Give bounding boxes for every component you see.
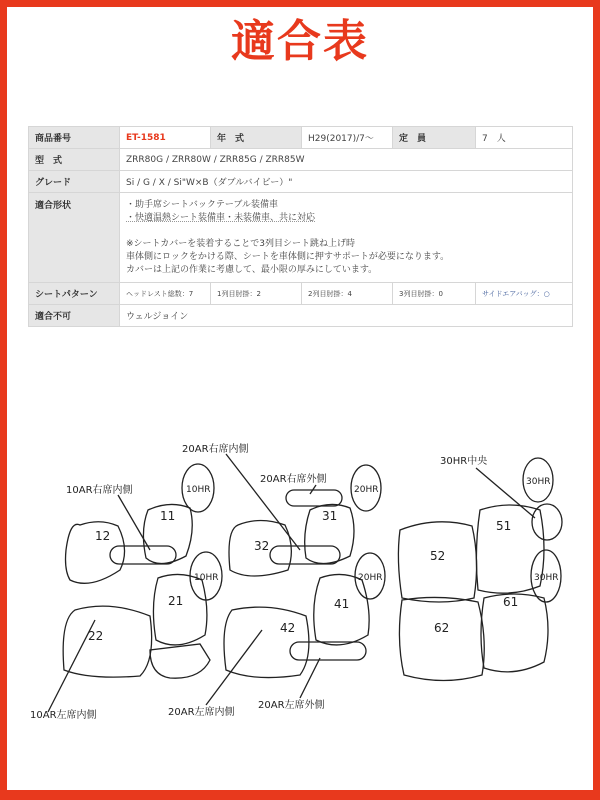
product-number-label: 商品番号	[29, 127, 120, 149]
part-12: 12	[95, 529, 111, 543]
row2-armrest: 2列目肘掛：4	[302, 283, 393, 305]
incompatible-value: ウェルジョイン	[120, 305, 573, 327]
shape-line-1: ・助手席シートバックテーブル装備車	[126, 199, 279, 210]
headrest-20hr-mid: 20HR	[358, 573, 383, 583]
headrest-30hr-top: 30HR	[526, 477, 551, 487]
part-42: 42	[280, 621, 296, 635]
side-airbag: サイドエアバッグ：○	[476, 283, 573, 305]
part-22: 22	[88, 629, 104, 643]
callout-20ar-right-inner: 20AR右席内側	[182, 444, 249, 455]
grade-label: グレード	[29, 171, 120, 193]
callout-30hr-center: 30HR中央	[440, 456, 488, 467]
model-value: ZRR80G / ZRR80W / ZRR85G / ZRR85W	[120, 149, 573, 171]
headrest-10hr-top: 10HR	[186, 485, 211, 495]
headrest-30hr-bottom: 30HR	[534, 573, 559, 583]
shape-line-4: ※シートカバーを装着することで3列目シート跳ね上げ時	[126, 238, 355, 249]
table-row-incompatible	[29, 305, 573, 327]
part-11: 11	[160, 509, 176, 523]
pattern-label: シートパターン	[29, 283, 120, 305]
table-row-product	[29, 127, 573, 149]
callout-20ar-right-outer: 20AR右席外側	[260, 474, 327, 485]
year-value: H29(2017)/7〜	[302, 127, 393, 149]
seat-diagram	[0, 430, 600, 730]
table-row-shape	[29, 193, 573, 283]
product-number-value: ET-1581	[120, 127, 211, 149]
table-row-pattern	[29, 283, 573, 305]
capacity-value: 7 人	[476, 127, 573, 149]
page-title: 適合表	[231, 16, 369, 67]
shape-line-6: カバーは上記の作業に考慮して、最小限の厚みにしています。	[126, 264, 378, 275]
year-label: 年 式	[211, 127, 302, 149]
row1-armrest: 1列目肘掛：2	[211, 283, 302, 305]
shape-value	[120, 193, 573, 283]
callout-10ar-left-inner: 10AR左席内側	[30, 710, 97, 721]
part-52: 52	[430, 549, 446, 563]
part-21: 21	[168, 594, 184, 608]
shape-line-2: ・快適温熱シート装備車・未装備車、共に対応	[126, 212, 316, 223]
callout-20ar-left-inner: 20AR左席内側	[168, 707, 235, 718]
table-row-model	[29, 149, 573, 171]
headrest-20hr-top: 20HR	[354, 485, 379, 495]
headrest-count: ヘッドレスト総数：7	[120, 283, 211, 305]
grade-value: Si / G / X / Si"W×B（ダブルバイビー）"	[120, 171, 573, 193]
shape-line-3	[126, 225, 566, 238]
part-41: 41	[334, 597, 350, 611]
headrest-10hr-mid: 10HR	[194, 573, 219, 583]
part-62: 62	[434, 621, 450, 635]
shape-line-5: 車体側にロックをかける際、シートを車体側に押すサポートが必要になります。	[126, 251, 450, 262]
row3-armrest: 3列目肘掛：0	[393, 283, 476, 305]
model-label: 型 式	[29, 149, 120, 171]
callout-20ar-left-outer: 20AR左席外側	[258, 700, 325, 711]
capacity-label: 定 員	[393, 127, 476, 149]
part-61: 61	[503, 595, 519, 609]
compatibility-table	[28, 126, 573, 327]
part-31: 31	[322, 509, 338, 523]
table-row-grade	[29, 171, 573, 193]
callout-10ar-right-inner: 10AR右席内側	[66, 485, 133, 496]
part-51: 51	[496, 519, 512, 533]
part-32: 32	[254, 539, 270, 553]
incompatible-label: 適合不可	[29, 305, 120, 327]
shape-label: 適合形状	[29, 193, 120, 283]
